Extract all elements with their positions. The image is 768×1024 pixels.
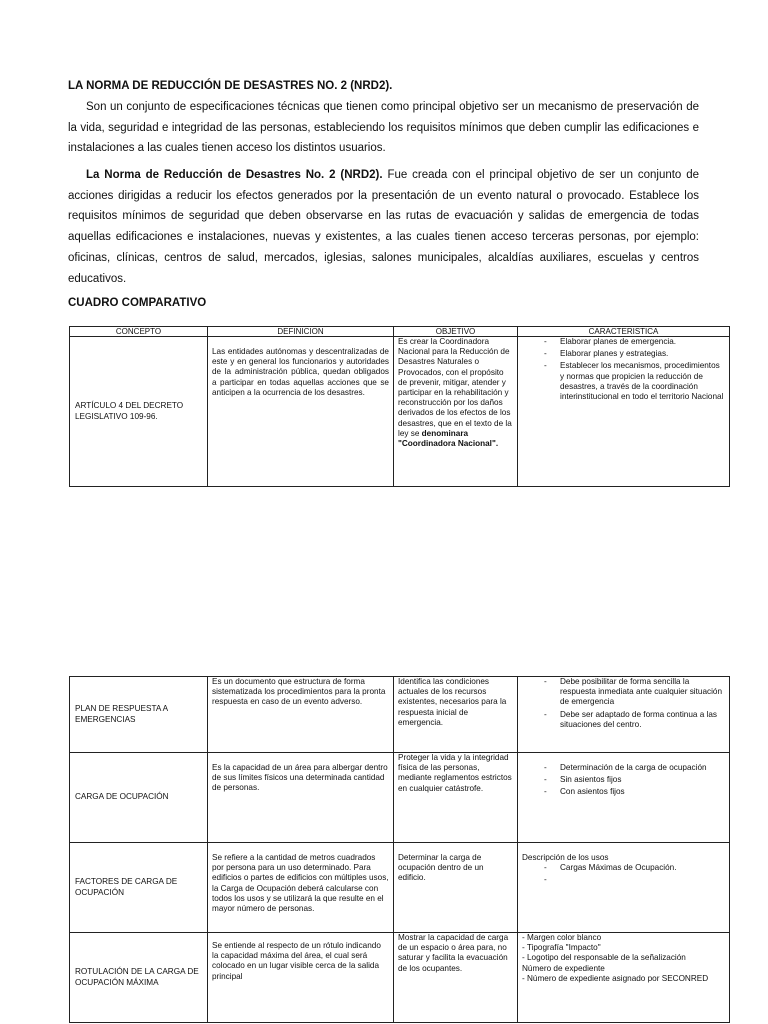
row4-characteristics-intro: Descripción de los usos bbox=[522, 853, 609, 862]
row4-objective: Determinar la carga de ocupación dentro de un edificio. bbox=[394, 843, 518, 933]
row5-definition: Se entiende al respecto de un rótulo indicando la capacidad máxima del área, el cual será colocado en un lugar visible cerca de la salida principal bbox=[208, 933, 394, 1023]
row3-objective: Proteger la vida y la integridad física de las personas, mediante reglamentos estrictos en cualquier catástrofe. bbox=[394, 753, 518, 843]
row5-char-line-2: - Tipografía "Impacto" bbox=[522, 943, 601, 953]
row2-definition: Es un documento que estructura de forma sistematizada los procedimientos para la pronta respuesta en caso de un evento adverso. bbox=[208, 677, 394, 753]
row4-concept: FACTORES DE CARGA DE OCUPACIÓN bbox=[70, 843, 208, 933]
row1-objective-text: Es crear la Coordinadora Nacional para la Reducción de Desastres Naturales o Provocados, con el propósito de prevenir, mitigar, atender y participar en la rehabilitación y reconstrucción por los daños derivados de los efectos de los desastres, que en el texto de la ley se bbox=[398, 337, 512, 438]
row5-objective: Mostrar la capacidad de carga de un espacio o área para, no saturar y facilita la evacuación de los ocupantes. bbox=[394, 933, 518, 1023]
norm-paragraph-text: Fue creada con el principal objetivo de ser un conjunto de acciones dirigidas a reducir los efectos generados por la presentación de un evento natural o provocado. Establece los requisitos mínimos de seguridad que deben observarse en las rutas de evacuación y salidas de emergencia de todas aquellas edificaciones e instalaciones, nuevas y existentes, a las cuales tienen acceso terceras personas, por ejemplo: oficinas, clínicas, centros de salud, mercados, iglesias, salones municipales, alcaldías auxiliares, escuelas y centros educativos. bbox=[68, 169, 699, 285]
header-objetivo: OBJETIVO bbox=[394, 327, 518, 337]
row2-objective: Identifica las condiciones actuales de los recursos existentes, necesarios para la respuesta inicial de emergencia. bbox=[394, 677, 518, 753]
norm-paragraph-lead: La Norma de Reducción de Desastres No. 2 (NRD2). bbox=[86, 169, 383, 181]
table-header-row bbox=[70, 327, 730, 337]
list-item: - Establecer los mecanismos, procedimientos y normas que propicien la reducción de desastres, a través de la coordinación interinstitucional en todo el territorio Nacional bbox=[528, 361, 725, 402]
row5-characteristics bbox=[518, 933, 730, 1023]
row2-characteristics bbox=[518, 677, 730, 753]
row1-objective bbox=[394, 337, 518, 487]
row4-definition: Se refiere a la cantidad de metros cuadrados por persona para un uso determinado. Para edificios o partes de edificios con múltiples usos, la Carga de Ocupación deberá calcularse con todos los usos y se utilizará la que resulte en el mayor número de personas. bbox=[208, 843, 394, 933]
row1-definition: Las entidades autónomas y descentralizadas de este y en general los funcionarios y autoridades de la administración pública, quedan obligados a participar en todas aquellas acciones que se anticipen a la ocurrencia de los desastres. bbox=[208, 337, 394, 487]
row4-characteristics bbox=[518, 843, 730, 933]
document-title: LA NORMA DE REDUCCIÓN DE DESASTRES NO. 2 (NRD2). bbox=[68, 80, 393, 92]
comparative-table-part-1 bbox=[69, 326, 730, 487]
list-item: - Con asientos fijos bbox=[528, 787, 725, 797]
row3-concept: CARGA DE OCUPACIÓN bbox=[70, 753, 208, 843]
header-caracteristica: CARACTERISTICA bbox=[518, 327, 730, 337]
row2-concept: PLAN DE RESPUESTA A EMERGENCIAS bbox=[70, 677, 208, 753]
table-row bbox=[70, 753, 730, 843]
list-item: - Cargas Máximas de Ocupación. bbox=[528, 863, 725, 873]
list-item: - Debe posibilitar de forma sencilla la respuesta inmediata ante cualquier situación de emergencia bbox=[528, 677, 725, 708]
list-item: - Elaborar planes y estrategias. bbox=[528, 349, 725, 359]
row5-char-line-3: - Logotipo del responsable de la señalización bbox=[522, 953, 686, 963]
row1-characteristics bbox=[518, 337, 730, 487]
row3-characteristics bbox=[518, 753, 730, 843]
comparative-table-title: CUADRO COMPARATIVO bbox=[68, 297, 207, 309]
table-row bbox=[70, 337, 730, 487]
row1-objective-bold: denominara "Coordinadora Nacional". bbox=[398, 428, 499, 449]
row5-char-line-5: - Número de expediente asignado por SECONRED bbox=[522, 973, 709, 983]
row5-char-line-1: - Margen color blanco bbox=[522, 933, 602, 942]
comparative-table-part-2 bbox=[69, 676, 730, 1023]
list-item: - Debe ser adaptado de forma continua a las situaciones del centro. bbox=[528, 710, 725, 730]
header-definicion: DEFINICION bbox=[208, 327, 394, 337]
table-row bbox=[70, 843, 730, 933]
table-row bbox=[70, 933, 730, 1023]
intro-paragraph: Son un conjunto de especificaciones técnicas que tienen como principal objetivo ser un mecanismo de preservación de la vida, seguridad e integridad de las personas, estableciendo los requisitos mínimos que deben cumplir las edificaciones e instalaciones a las cuales tienen acceso los distintos usuarios. bbox=[68, 101, 699, 155]
row5-concept: ROTULACIÓN DE LA CARGA DE OCUPACIÓN MÁXIMA bbox=[70, 933, 208, 1023]
header-concepto: CONCEPTO bbox=[70, 327, 208, 337]
norm-paragraph bbox=[68, 165, 699, 289]
row1-concept: ARTÍCULO 4 DEL DECRETO LEGISLATIVO 109-96. bbox=[70, 337, 208, 487]
row3-definition: Es la capacidad de un área para albergar dentro de sus límites físicos una determinada cantidad de personas. bbox=[208, 753, 394, 843]
row5-char-line-4: Número de expediente bbox=[522, 963, 605, 973]
table-row bbox=[70, 677, 730, 753]
list-item: - Sin asientos fijos bbox=[528, 775, 725, 785]
list-item: - Determinación de la carga de ocupación bbox=[528, 763, 725, 773]
list-item: - Elaborar planes de emergencia. bbox=[528, 337, 725, 347]
